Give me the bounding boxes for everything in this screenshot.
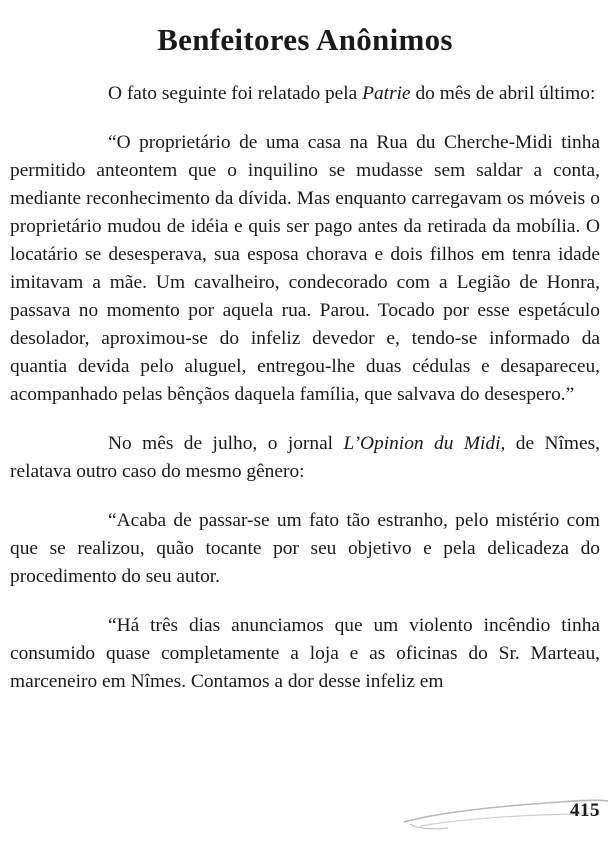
paragraph-1	[10, 80, 600, 108]
paragraph-2-quote: “O proprietário de uma casa na Rua du Cherche-Midi tinha permitido anteontem que o inquilino se mudasse sem saldar a conta, mediante reconhecimento da dívida. Mas enquanto carregavam os móveis o proprietário mudou de idéia e quis ser pago antes da retirada da mobília. O locatário se desesperava, sua esposa chorava e dois filhos em tenra idade imitavam a mãe. Um cavalheiro, condecorado com a Legião de Honra, passava no momento por aquela rua. Parou. Tocado por esse espetáculo desolador, aproximou-se do infeliz devedor e, tendo-se informado da quantia devida pelo aluguel, entregou-lhe duas cédulas e desapareceu, acompanhado pelas bênçãos daquela família, que salvava do desespero.”	[10, 132, 600, 405]
paragraph-3	[10, 430, 600, 486]
paragraph-1-text-before: O fato seguinte foi relatado pela	[108, 83, 363, 104]
page-title: Benfeitores Anônimos	[157, 22, 453, 57]
page-body	[10, 80, 600, 696]
paragraph-5-quote: “Há três dias anunciamos que um violento incêndio tinha consumido quase completamente a loja e as oficinas do Sr. Marteau, marceneiro em Nîmes. Contamos a dor desse infeliz em	[10, 615, 600, 692]
page-footer	[0, 770, 610, 840]
newspaper-name-patrie: Patrie	[362, 83, 411, 104]
paragraph-3-text-after: , de Nîmes, relatava outro caso do mesmo gênero:	[10, 433, 600, 482]
page-number: 415	[570, 800, 600, 821]
paragraph-3-text-before: No mês de julho, o jornal	[108, 433, 344, 454]
footer-swoosh-ornament	[0, 770, 610, 840]
paragraph-1-text-after: do mês de abril último:	[410, 83, 596, 104]
newspaper-name-opinion-du-midi: L’Opinion du Midi	[343, 433, 501, 454]
paragraph-4-quote: “Acaba de passar-se um fato tão estranho, pelo mistério com que se realizou, quão tocante por seu objetivo e pela delicadeza do procedimento do seu autor.	[10, 510, 600, 587]
